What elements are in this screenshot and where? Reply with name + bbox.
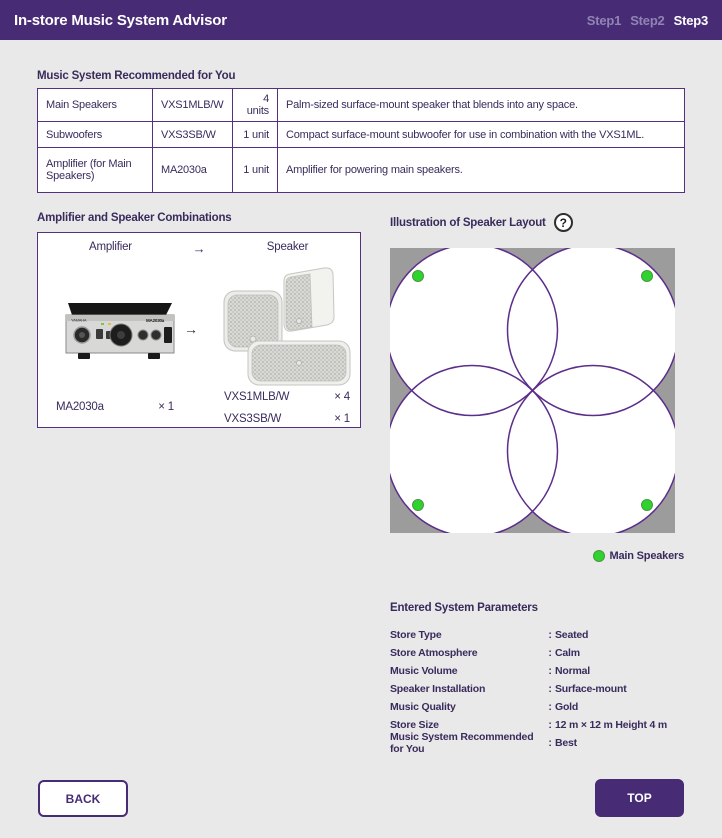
svg-text:MA2030a: MA2030a — [146, 318, 165, 323]
parameter-label: Music System Recommended for You — [390, 731, 534, 755]
row-category: Amplifier (for Main Speakers) — [38, 148, 153, 193]
parameter-separator: : — [548, 737, 552, 749]
parameter-separator: : — [548, 683, 552, 695]
parameter-row — [390, 644, 695, 662]
parameter-label: Speaker Installation — [390, 683, 486, 695]
row-model: VXS1MLB/W — [153, 89, 233, 122]
table-row — [38, 148, 685, 193]
parameter-label: Store Size — [390, 719, 439, 731]
speaker-model: VXS3SB/W — [224, 413, 282, 425]
parameter-row — [390, 731, 695, 755]
parameter-label: Music Quality — [390, 701, 456, 713]
row-category: Main Speakers — [38, 89, 153, 122]
page-title: In-store Music System Advisor — [14, 11, 227, 29]
row-description: Amplifier for powering main speakers. — [278, 148, 685, 193]
speaker-product-image — [222, 265, 358, 389]
arrow-right-icon: → — [184, 321, 198, 337]
speaker-model-row — [224, 391, 350, 403]
speaker-column-label: Speaker — [266, 241, 309, 253]
combinations-panel — [37, 232, 361, 428]
step-3[interactable]: Step3 — [673, 12, 708, 28]
parameter-value: Normal — [555, 665, 590, 677]
parameter-separator: : — [548, 719, 552, 731]
parameter-value: Best — [555, 737, 577, 749]
amplifier-model-row — [56, 401, 174, 413]
parameter-separator: : — [548, 701, 552, 713]
row-model: MA2030a — [153, 148, 233, 193]
layout-heading: Illustration of Speaker Layout — [390, 216, 546, 229]
parameter-value: 12 m × 12 m Height 4 m — [555, 719, 668, 731]
back-button[interactable]: BACK — [38, 780, 128, 817]
recommendation-heading: Music System Recommended for You — [37, 70, 236, 82]
legend — [390, 548, 684, 564]
speaker-qty: × 1 — [334, 413, 350, 425]
parameter-value: Surface-mount — [555, 683, 627, 695]
parameter-label: Store Atmosphere — [390, 647, 478, 659]
step-indicator — [587, 13, 708, 28]
row-quantity: 1 unit — [233, 148, 278, 193]
legend-label: Main Speakers — [609, 550, 684, 562]
parameter-row — [390, 662, 695, 680]
layout-heading-row — [390, 213, 573, 232]
row-model: VXS3SB/W — [153, 122, 233, 148]
row-category: Subwoofers — [38, 122, 153, 148]
parameter-value: Seated — [555, 629, 589, 641]
recommendation-table — [37, 88, 685, 193]
step-2[interactable]: Step2 — [630, 12, 665, 28]
parameter-value: Gold — [555, 701, 579, 713]
parameter-separator: : — [548, 647, 552, 659]
table-row — [38, 89, 685, 122]
help-icon[interactable]: ? — [554, 213, 573, 232]
combinations-heading: Amplifier and Speaker Combinations — [37, 212, 232, 224]
arrow-right-icon: → — [192, 241, 206, 256]
speaker-model: VXS1MLB/W — [224, 391, 290, 403]
table-row — [38, 122, 685, 148]
parameter-separator: : — [548, 665, 552, 677]
speaker-layout-diagram — [390, 248, 675, 533]
amplifier-column-label: Amplifier — [88, 241, 132, 253]
amplifier-qty: × 1 — [158, 401, 174, 413]
parameters-list — [390, 626, 695, 755]
parameter-separator: : — [548, 629, 552, 641]
main-speaker-legend-icon — [593, 550, 605, 562]
speaker-model-row — [224, 413, 350, 425]
amplifier-model: MA2030a — [56, 401, 104, 413]
top-button[interactable]: TOP — [595, 779, 684, 817]
row-quantity: 1 unit — [233, 122, 278, 148]
header-bar — [0, 0, 722, 40]
row-quantity: 4 units — [233, 89, 278, 122]
parameter-row — [390, 680, 695, 698]
parameter-value: Calm — [555, 647, 580, 659]
parameter-row — [390, 698, 695, 716]
parameters-heading: Entered System Parameters — [390, 602, 538, 614]
row-description: Compact surface-mount subwoofer for use in combination with the VXS1ML. — [278, 122, 685, 148]
parameter-row — [390, 626, 695, 644]
row-description: Palm-sized surface-mount speaker that blends into any space. — [278, 89, 685, 122]
speaker-qty: × 4 — [334, 391, 350, 403]
combinations-column-headers — [38, 241, 360, 256]
amplifier-product-image — [46, 285, 190, 381]
step-1[interactable]: Step1 — [586, 12, 622, 28]
parameter-label: Store Type — [390, 629, 442, 641]
svg-text:YAMAHA: YAMAHA — [71, 317, 87, 323]
parameter-label: Music Volume — [390, 665, 458, 677]
